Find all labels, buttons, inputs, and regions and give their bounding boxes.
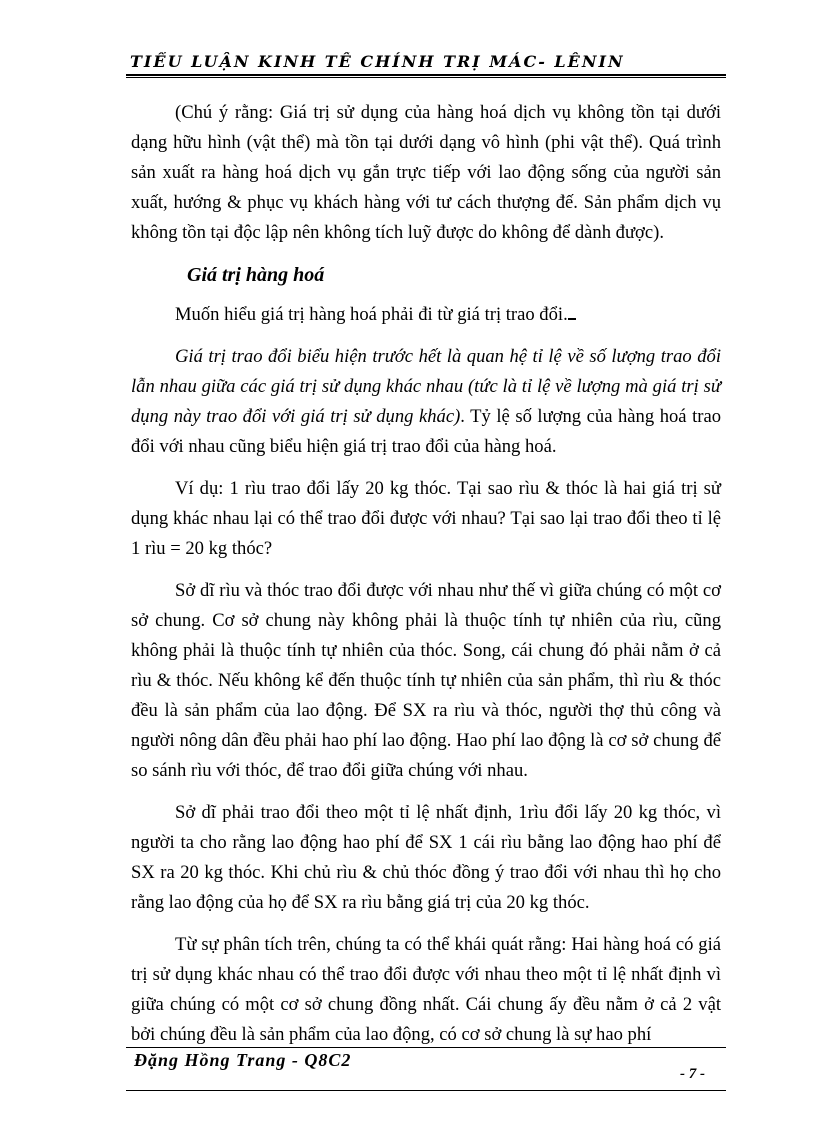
footer-rule-bottom [126, 1090, 726, 1091]
footer-rule [126, 1047, 726, 1048]
section-heading: Giá trị hàng hoá [187, 264, 325, 286]
footer-author: Đặng Hồng Trang - Q8C2 [134, 1050, 352, 1070]
running-header: TIỂU LUẬN KINH TẾ CHÍNH TRỊ MÁC- LÊNIN [130, 52, 625, 71]
header-rule [126, 74, 726, 78]
page-number: - 7 - [680, 1066, 705, 1082]
page-body [131, 98, 721, 1050]
paragraph-intro [131, 300, 721, 330]
definition-italic: Giá trị trao đổi biểu hiện trước hết là quan hệ tỉ lệ về số lượng trao đổi lẫn nhau giữa các giá trị sử dụng khác nhau (tức là tỉ lệ về lượng mà giá trị sử dụng này trao đổi với giá trị sử dụng khác) [131, 346, 721, 427]
definition-rest: . Tỷ lệ số lượng của hàng hoá trao đổi với nhau cũng biểu hiện giá trị trao đổi của hàng hoá. [131, 406, 722, 457]
paragraph-explanation: Sở dĩ rìu và thóc trao đổi được với nhau như thế vì giữa chúng có một cơ sở chung. Cơ sở chung này không phải là thuộc tính tự nhiên của rìu, cũng không phải là thuộc tính tự nhiên của thóc. Song, cái chung đó phải nằm ở cả rìu & thóc. Nếu không kể đến thuộc tính tự nhiên của sản phẩm, thì rìu & thóc đều là sản phẩm của lao động. Để SX ra rìu và thóc, người thợ thủ công và người nông dân đều phải hao phí lao động. Hao phí lao động là cơ sở chung để so sánh rìu với thóc, để trao đổi giữa chúng với nhau. [131, 580, 721, 781]
text-cursor [568, 304, 576, 320]
paragraph-ratio: Sở dĩ phải trao đổi theo một tỉ lệ nhất định, 1rìu đổi lấy 20 kg thóc, vì người ta cho rằng lao động hao phí để SX 1 cái rìu bằng lao động hao phí để SX ra 20 kg thóc. Khi chủ rìu & chủ thóc đồng ý trao đổi với nhau thì họ cho rằng lao động của họ để SX ra rìu bằng giá trị của 20 kg thóc. [131, 802, 721, 913]
paragraph-conclusion: Từ sự phân tích trên, chúng ta có thể khái quát rằng: Hai hàng hoá có giá trị sử dụng khác nhau có thể trao đổi được với nhau theo một tỉ lệ nhất định vì giữa chúng có một cơ sở chung đồng nhất. Cái chung ấy đều nằm ở cả 2 vật bởi chúng đều là sản phẩm của lao động, có cơ sở chung là sự hao phí [131, 934, 721, 1045]
paragraph-intro-text: Muốn hiểu giá trị hàng hoá phải đi từ giá trị trao đổi. [175, 304, 568, 325]
paragraph-note: (Chú ý rằng: Giá trị sử dụng của hàng hoá dịch vụ không tồn tại dưới dạng hữu hình (vật thể) mà tồn tại dưới dạng vô hình (phi vật thể). Quá trình sản xuất ra hàng hoá dịch vụ gắn trực tiếp với lao động sống của người sản xuất, hướng & phục vụ khách hàng với tư cách thượng đế. Sản phẩm dịch vụ không tồn tại độc lập nên không tích luỹ được do không để dành được). [131, 102, 721, 243]
paragraph-example: Ví dụ: 1 rìu trao đổi lấy 20 kg thóc. Tại sao rìu & thóc là hai giá trị sử dụng khác nhau lại có thể trao đổi được với nhau? Tại sao lại trao đổi theo tỉ lệ 1 rìu = 20 kg thóc? [131, 478, 721, 559]
paragraph-definition [131, 342, 721, 462]
